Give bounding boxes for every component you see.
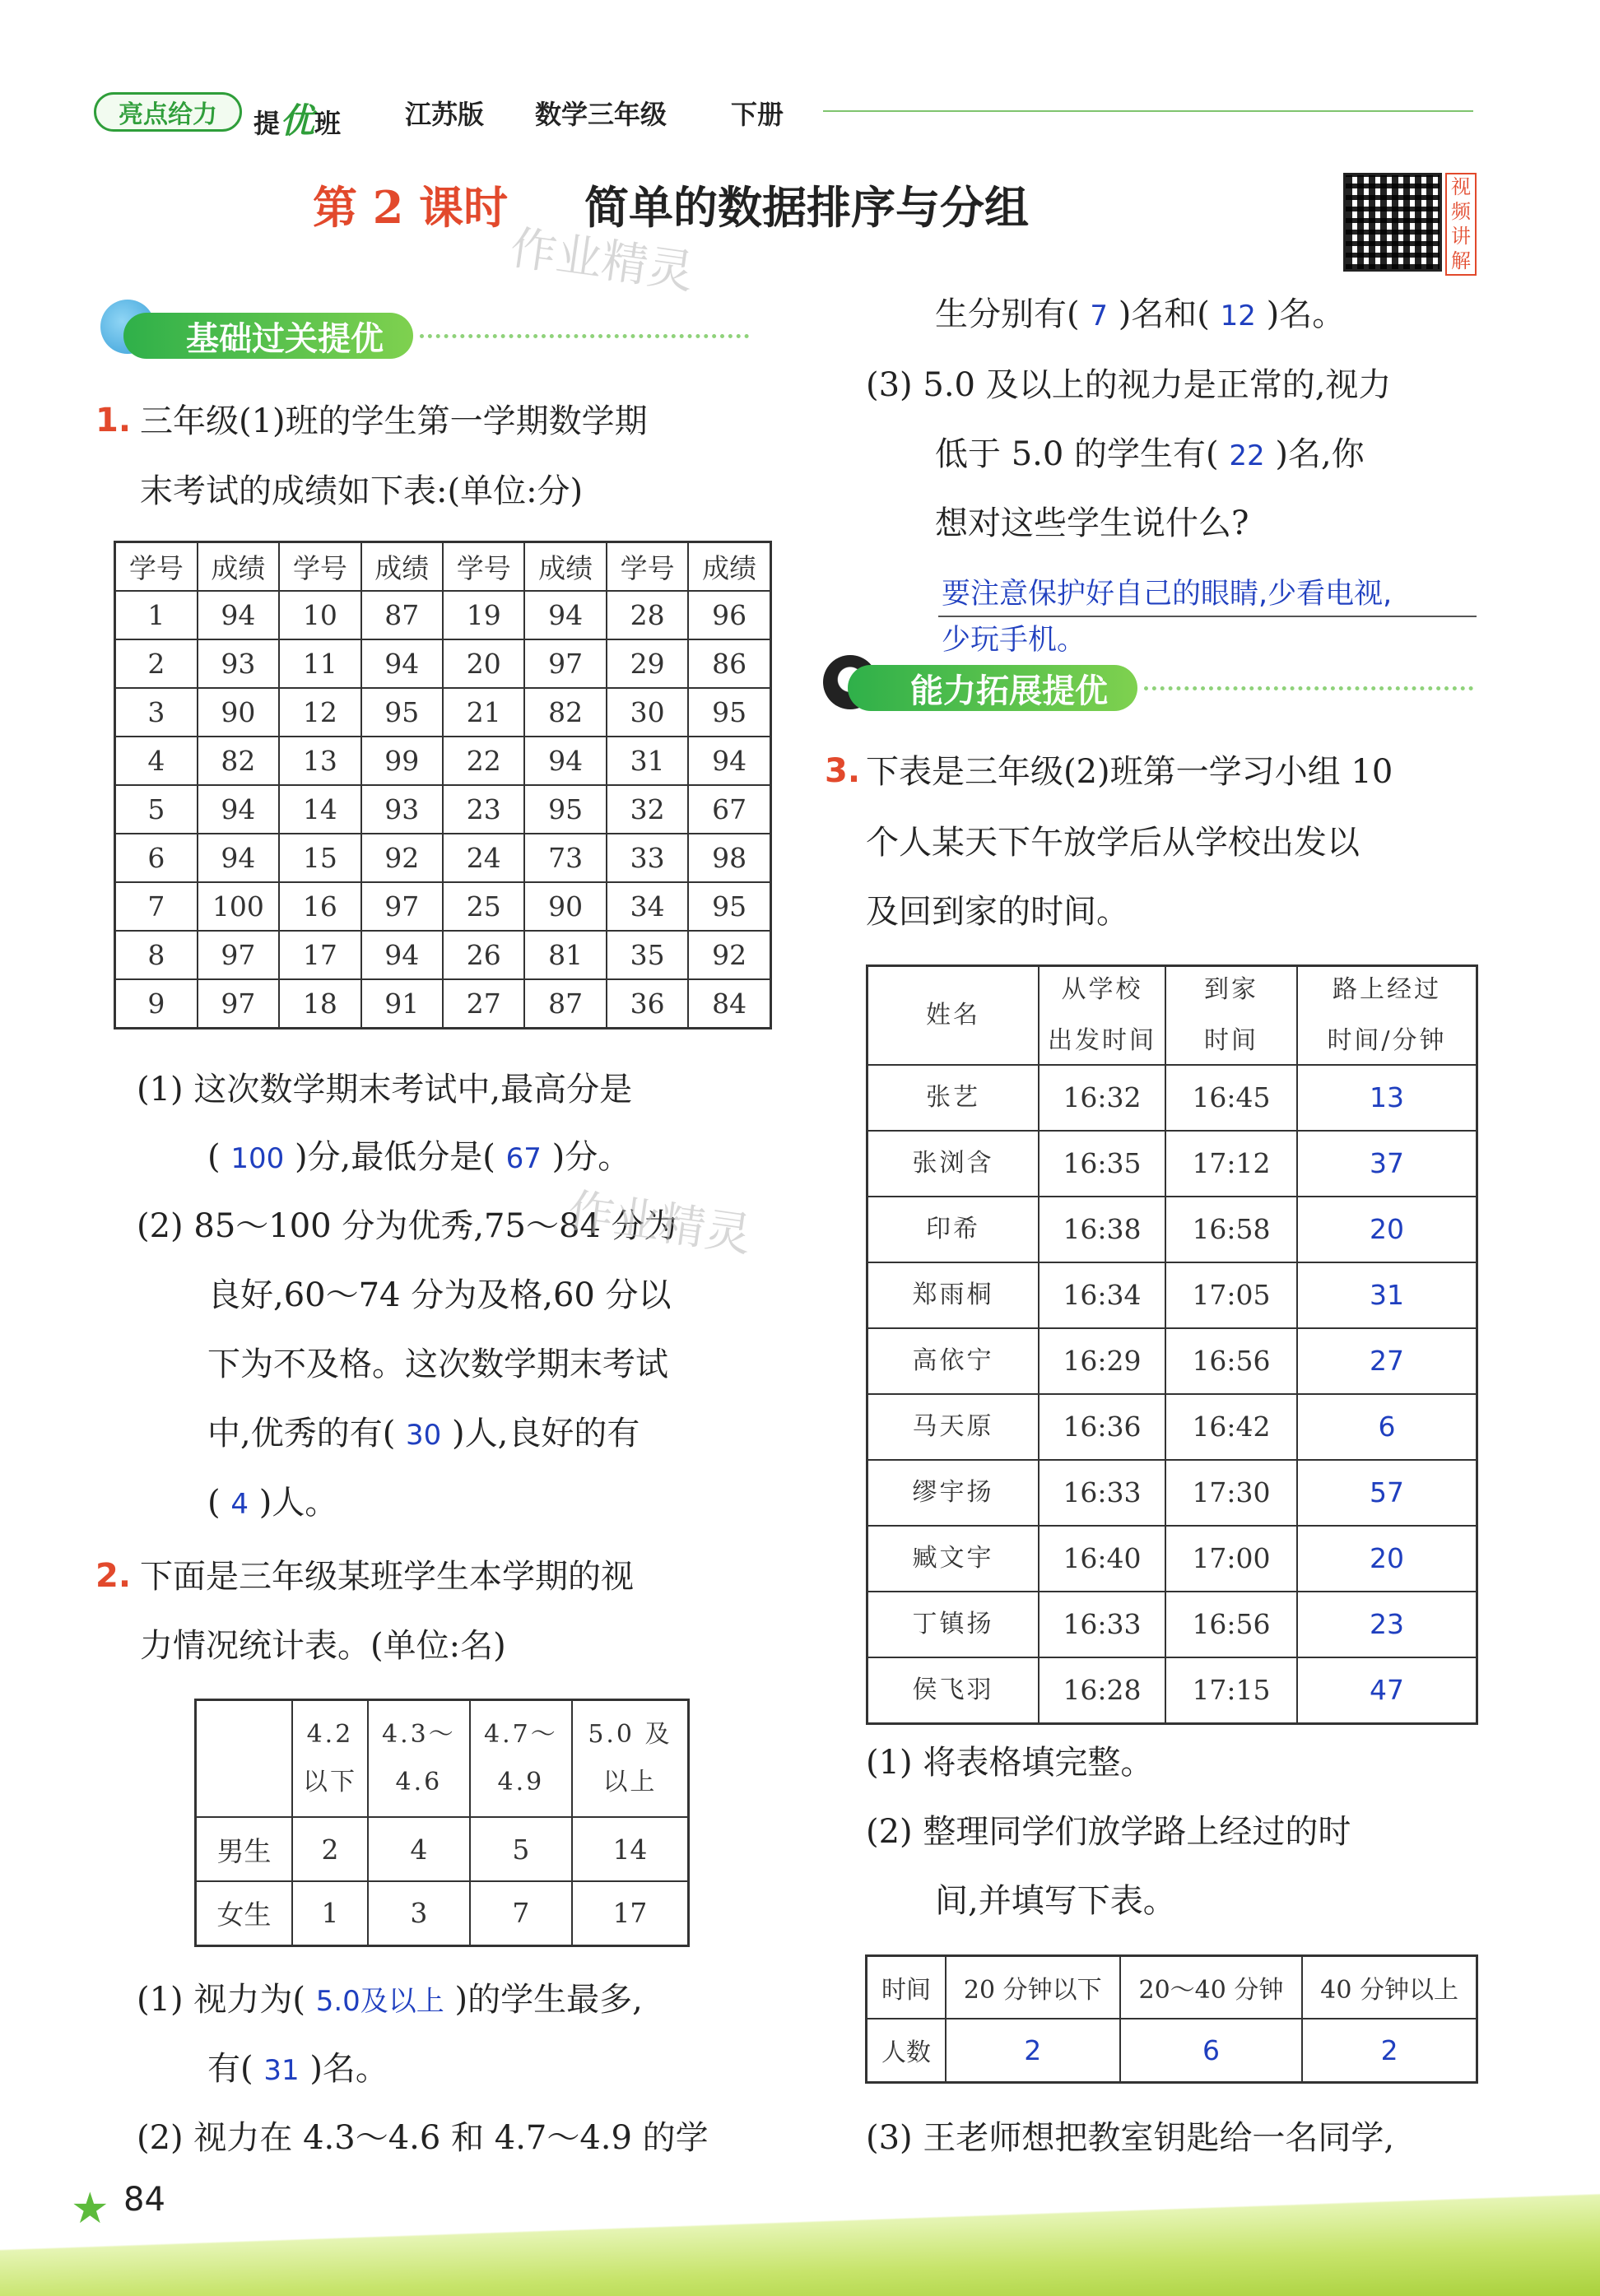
table-cell: 5 [115, 785, 198, 834]
table-cell: 6 [115, 834, 198, 882]
table-cell: 87 [361, 591, 443, 639]
table-cell: 侯飞羽 [867, 1657, 1040, 1724]
table-cell: 3 [115, 688, 198, 737]
table-cell: 94 [198, 834, 279, 882]
table-cell: 36 [607, 979, 688, 1029]
answer-cell: 57 [1297, 1460, 1477, 1526]
table-cell: 16:40 [1039, 1526, 1165, 1592]
table-cell: 82 [524, 688, 606, 737]
table-header: 姓名 [867, 966, 1040, 1065]
q1-part2: (2) 85～100 分为优秀,75～84 分为 [137, 1207, 677, 1245]
table-cell: 2 [115, 639, 198, 688]
answer: 4 [230, 1488, 249, 1521]
table-cell: 17:30 [1165, 1460, 1297, 1526]
q1-part2-answer-line: ( 4 )人。 [207, 1484, 338, 1522]
table-cell: 23 [443, 785, 524, 834]
q2-part3: 想对这些学生说什么? [935, 504, 1249, 542]
table-cell: 16:38 [1039, 1197, 1165, 1262]
table-row [867, 1592, 1477, 1657]
table-cell: 82 [198, 737, 279, 785]
section-divider [420, 334, 749, 338]
table-header: 4.7～ 4.9 [470, 1700, 572, 1818]
table-cell: 16:34 [1039, 1262, 1165, 1328]
brand-logo: 亮点给力 [94, 92, 242, 132]
section-basic: 基础过关提优 [123, 313, 413, 359]
q1-part2: 良好,60～74 分为及格,60 分以 [207, 1276, 672, 1314]
table-cell: 16:56 [1165, 1328, 1297, 1394]
table-cell: 7 [115, 882, 198, 931]
table-cell: 马天原 [867, 1394, 1040, 1460]
table-cell: 30 [607, 688, 688, 737]
table-header-row [867, 1956, 1477, 2019]
table-header: 成绩 [688, 542, 770, 592]
table-cell: 17:05 [1165, 1262, 1297, 1328]
table-cell: 95 [688, 688, 770, 737]
table-row [115, 979, 771, 1029]
answer: 100 [230, 1142, 285, 1175]
table-cell: 97 [524, 639, 606, 688]
table-cell: 张艺 [867, 1065, 1040, 1131]
table-cell: 17 [279, 931, 360, 979]
answer: 30 [406, 1419, 442, 1452]
table-header: 学号 [443, 542, 524, 592]
table-cell: 34 [607, 882, 688, 931]
watermark: 作业精灵 [564, 1183, 755, 1263]
table-row [867, 2019, 1477, 2083]
answer-cell: 20 [1297, 1526, 1477, 1592]
volume: 下册 [731, 99, 784, 130]
q1-number: 1. [95, 402, 132, 439]
watermark: 作业精灵 [506, 221, 697, 300]
answer-cell: 37 [1297, 1131, 1477, 1197]
table-cell: 缪宇扬 [867, 1460, 1040, 1526]
table-cell: 16:45 [1165, 1065, 1297, 1131]
page-number: 84 [123, 2181, 165, 2219]
table-cell: 16:28 [1039, 1657, 1165, 1724]
q3-group-table [865, 1954, 1478, 2084]
table-cell: 男生 [196, 1817, 293, 1881]
series-name: 提优班 [253, 100, 342, 141]
q3-text: 下表是三年级(2)班第一学习小组 10 [866, 753, 1393, 791]
table-header-empty [196, 1700, 293, 1818]
table-cell: 16:58 [1165, 1197, 1297, 1262]
table-row [115, 785, 771, 834]
section-advanced: 能力拓展提优 [848, 665, 1137, 711]
table-cell: 25 [443, 882, 524, 931]
table-cell: 100 [198, 882, 279, 931]
table-cell: 94 [198, 591, 279, 639]
table-cell: 17:00 [1165, 1526, 1297, 1592]
table-header: 时间 [867, 1956, 947, 2019]
table-cell: 95 [361, 688, 443, 737]
table-cell: 31 [607, 737, 688, 785]
table-cell: 11 [279, 639, 360, 688]
table-cell: 16:36 [1039, 1394, 1165, 1460]
table-cell: 22 [443, 737, 524, 785]
table-row [115, 737, 771, 785]
table-cell: 丁镇扬 [867, 1592, 1040, 1657]
table-cell: 17 [572, 1881, 689, 1945]
table-cell: 4 [368, 1817, 470, 1881]
q1-text: 三年级(1)班的学生第一学期数学期 [140, 402, 648, 440]
answer-cell: 31 [1297, 1262, 1477, 1328]
table-row [196, 1881, 689, 1945]
table-header-row [867, 966, 1477, 1065]
table-cell: 93 [198, 639, 279, 688]
q2-part2: (2) 视力在 4.3～4.6 和 4.7～4.9 的学 [137, 2119, 709, 2157]
table-header: 20 分钟以下 [946, 1956, 1120, 2019]
table-cell: 92 [688, 931, 770, 979]
table-row [115, 882, 771, 931]
answer: 7 [1090, 300, 1108, 332]
table-cell: 94 [361, 639, 443, 688]
table-cell: 94 [198, 785, 279, 834]
table-cell: 93 [361, 785, 443, 834]
table-cell: 女生 [196, 1881, 293, 1945]
table-cell: 21 [443, 688, 524, 737]
q2-part3-answer-line: 低于 5.0 的学生有( 22 )名,你 [935, 435, 1365, 473]
table-cell: 7 [470, 1881, 572, 1945]
table-header: 20～40 分钟 [1120, 1956, 1303, 2019]
table-cell: 16:33 [1039, 1460, 1165, 1526]
table-cell: 10 [279, 591, 360, 639]
table-row [867, 1460, 1477, 1526]
table-row [867, 1657, 1477, 1724]
table-cell: 99 [361, 737, 443, 785]
table-header: 成绩 [198, 542, 279, 592]
table-cell: 人数 [867, 2019, 947, 2083]
answer-cell: 47 [1297, 1657, 1477, 1724]
header-rule [823, 110, 1473, 112]
table-cell: 1 [292, 1881, 368, 1945]
q2-text: 下面是三年级某班学生本学期的视 [140, 1558, 634, 1596]
q2-part1-answer-line: 有( 31 )名。 [207, 2050, 388, 2088]
table-row [867, 1394, 1477, 1460]
table-cell: 16:35 [1039, 1131, 1165, 1197]
table-cell: 印希 [867, 1197, 1040, 1262]
table-cell: 84 [688, 979, 770, 1029]
table-cell: 18 [279, 979, 360, 1029]
table-cell: 16:29 [1039, 1328, 1165, 1394]
table-header: 从学校 出发时间 [1039, 966, 1165, 1065]
table-cell: 20 [443, 639, 524, 688]
table-cell: 35 [607, 931, 688, 979]
lesson-number: 第 2 课时 [313, 181, 509, 234]
table-header: 40 分钟以上 [1302, 1956, 1477, 2019]
table-row [867, 1197, 1477, 1262]
table-cell: 90 [524, 882, 606, 931]
q3-text: 及回到家的时间。 [866, 893, 1129, 931]
answer-cell: 20 [1297, 1197, 1477, 1262]
table-cell: 92 [361, 834, 443, 882]
table-cell: 81 [524, 931, 606, 979]
table-cell: 4 [115, 737, 198, 785]
answer: 12 [1220, 300, 1256, 332]
answer: 31 [263, 2054, 300, 2087]
table-row [115, 834, 771, 882]
table-cell: 高依宁 [867, 1328, 1040, 1394]
table-cell: 87 [524, 979, 606, 1029]
table-cell: 15 [279, 834, 360, 882]
q1-text: 末考试的成绩如下表:(单位:分) [140, 472, 584, 510]
answer: 67 [505, 1142, 542, 1175]
q2-vision-table [194, 1699, 690, 1947]
table-cell: 16:56 [1165, 1592, 1297, 1657]
table-cell: 13 [279, 737, 360, 785]
q3-time-table [866, 964, 1478, 1725]
table-cell: 32 [607, 785, 688, 834]
table-header: 学号 [279, 542, 360, 592]
table-row [196, 1817, 689, 1881]
table-header: 4.2 以下 [292, 1700, 368, 1818]
table-cell: 94 [524, 737, 606, 785]
table-cell: 95 [524, 785, 606, 834]
table-cell: 95 [688, 882, 770, 931]
table-cell: 3 [368, 1881, 470, 1945]
table-cell: 郑雨桐 [867, 1262, 1040, 1328]
section-divider [1144, 686, 1473, 690]
table-row [115, 639, 771, 688]
q2-number: 2. [95, 1557, 132, 1595]
table-cell: 14 [572, 1817, 689, 1881]
table-cell: 27 [443, 979, 524, 1029]
q1-part1: (1) 这次数学期末考试中,最高分是 [137, 1071, 633, 1108]
table-cell: 12 [279, 688, 360, 737]
table-cell: 97 [198, 931, 279, 979]
star-icon: ★ [71, 2184, 109, 2233]
table-cell: 26 [443, 931, 524, 979]
q3-text: 个人某天下午放学后从学校出发以 [866, 824, 1360, 862]
table-header: 学号 [115, 542, 198, 592]
table-header: 成绩 [524, 542, 606, 592]
table-header: 路上经过 时间/分钟 [1297, 966, 1477, 1065]
table-cell: 17:15 [1165, 1657, 1297, 1724]
table-cell: 98 [688, 834, 770, 882]
table-cell: 94 [361, 931, 443, 979]
table-row [115, 688, 771, 737]
table-header: 4.3～ 4.6 [368, 1700, 470, 1818]
table-cell: 29 [607, 639, 688, 688]
table-cell: 90 [198, 688, 279, 737]
table-header: 学号 [607, 542, 688, 592]
q1-part1-answer-line: ( 100 )分,最低分是( 67 )分。 [207, 1138, 631, 1176]
lesson-title: 简单的数据排序与分组 [584, 181, 1029, 234]
answer: 22 [1229, 439, 1265, 472]
table-header-row [115, 542, 771, 592]
table-row [115, 931, 771, 979]
table-cell: 73 [524, 834, 606, 882]
table-row [867, 1065, 1477, 1131]
handwritten-answer: 少玩手机。 [942, 624, 1086, 657]
table-cell: 86 [688, 639, 770, 688]
table-cell: 16:32 [1039, 1065, 1165, 1131]
table-cell: 97 [361, 882, 443, 931]
table-row [867, 1131, 1477, 1197]
table-header: 到家 时间 [1165, 966, 1297, 1065]
table-cell: 94 [688, 737, 770, 785]
table-cell: 28 [607, 591, 688, 639]
table-cell: 14 [279, 785, 360, 834]
qr-label: 视频讲解 [1445, 173, 1477, 276]
answer-cell: 27 [1297, 1328, 1477, 1394]
table-row [867, 1526, 1477, 1592]
answer: 5.0及以上 [315, 1985, 444, 2018]
table-cell: 24 [443, 834, 524, 882]
table-header: 5.0 及 以上 [572, 1700, 689, 1818]
q3-part3: (3) 王老师想把教室钥匙给一名同学, [866, 2119, 1395, 2157]
table-cell: 5 [470, 1817, 572, 1881]
table-header: 成绩 [361, 542, 443, 592]
answer-cell: 6 [1120, 2019, 1303, 2083]
table-row [867, 1328, 1477, 1394]
handwritten-answer: 要注意保护好自己的眼睛,少看电视, [942, 578, 1393, 611]
table-header-row [196, 1700, 689, 1818]
table-cell: 33 [607, 834, 688, 882]
table-cell: 94 [524, 591, 606, 639]
table-cell: 1 [115, 591, 198, 639]
subject: 数学三年级 [535, 99, 667, 130]
answer-cell: 2 [946, 2019, 1120, 2083]
table-cell: 臧文宇 [867, 1526, 1040, 1592]
q3-part2: (2) 整理同学们放学路上经过的时 [866, 1813, 1351, 1851]
table-cell: 96 [688, 591, 770, 639]
answer-cell: 6 [1297, 1394, 1477, 1460]
q1-score-table [114, 541, 772, 1029]
q3-part2: 间,并填写下表。 [935, 1882, 1176, 1920]
table-row [867, 1262, 1477, 1328]
table-cell: 17:12 [1165, 1131, 1297, 1197]
table-cell: 97 [198, 979, 279, 1029]
q2-text: 力情况统计表。(单位:名) [140, 1627, 506, 1665]
edition: 江苏版 [405, 99, 485, 130]
table-cell: 91 [361, 979, 443, 1029]
answer-cell: 13 [1297, 1065, 1477, 1131]
table-row [115, 591, 771, 639]
table-cell: 16 [279, 882, 360, 931]
footer-decoration [0, 2181, 1600, 2296]
table-cell: 16:33 [1039, 1592, 1165, 1657]
table-cell: 张浏含 [867, 1131, 1040, 1197]
answer-cell: 2 [1302, 2019, 1477, 2083]
answer-cell: 23 [1297, 1592, 1477, 1657]
table-cell: 16:42 [1165, 1394, 1297, 1460]
q3-number: 3. [825, 752, 861, 790]
q3-part1: (1) 将表格填完整。 [866, 1744, 1154, 1782]
q2-part1-answer-line: (1) 视力为( 5.0及以上 )的学生最多, [137, 1981, 643, 2019]
q2-part3: (3) 5.0 及以上的视力是正常的,视力 [866, 366, 1392, 404]
table-cell: 8 [115, 931, 198, 979]
table-cell: 2 [292, 1817, 368, 1881]
q2-part2-answer-line: 生分别有( 7 )名和( 12 )名。 [935, 295, 1346, 333]
qr-code[interactable] [1343, 173, 1442, 272]
table-cell: 19 [443, 591, 524, 639]
q1-part2-answer-line: 中,优秀的有( 30 )人,良好的有 [207, 1415, 640, 1452]
q1-part2: 下为不及格。这次数学期末考试 [207, 1346, 668, 1383]
table-cell: 67 [688, 785, 770, 834]
table-cell: 9 [115, 979, 198, 1029]
